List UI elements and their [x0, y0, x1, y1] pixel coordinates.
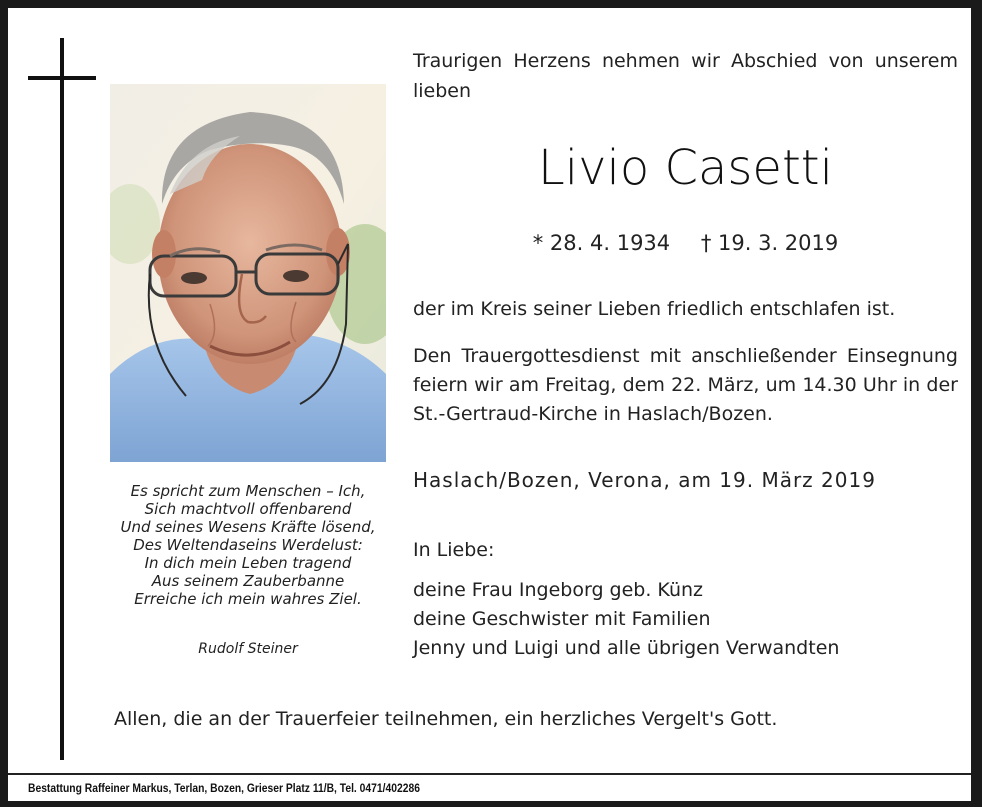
funeral-home-info: Bestattung Raffeiner Markus, Terlan, Bozen, Grieser Platz 11/B, Tel. 0471/402286 — [28, 781, 420, 795]
family-member: deine Frau Ingeborg geb. Künz — [413, 579, 704, 601]
family-member: deine Geschwister mit Familien — [413, 608, 711, 630]
service-text: Den Trauergottesdienst mit anschließender Einsegnung feiern wir am Freitag, dem 22. März, um 14.30 Uhr in der St.-Gertraud-Kirche in Haslach/Bozen. — [413, 345, 958, 425]
footer-bar — [8, 773, 971, 801]
thanks-text: Allen, die an der Trauerfeier teilnehmen, ein herzliches Vergelt's Gott. — [114, 708, 778, 730]
poem-line: Aus seinem Zauberbanne — [151, 572, 345, 590]
peaceful-text: der im Kreis seiner Lieben friedlich entschlafen ist. — [413, 298, 896, 320]
obituary-notice — [8, 8, 971, 773]
poem-line: In dich mein Leben tragend — [144, 554, 352, 572]
birth-date: * 28. 4. 1934 — [532, 231, 671, 255]
family-member: Jenny und Luigi und alle übrigen Verwandten — [413, 637, 840, 659]
death-date: † 19. 3. 2019 — [700, 231, 839, 255]
poem-line: Es spricht zum Menschen – Ich, — [130, 482, 366, 500]
deceased-name: Livio Casetti — [538, 140, 833, 196]
place-date: Haslach/Bozen, Verona, am 19. März 2019 — [413, 468, 876, 492]
family-list — [413, 576, 839, 663]
cross-vertical-bar — [60, 38, 64, 760]
intro-text: Traurigen Herzens nehmen wir Abschied von unserem lieben — [413, 50, 958, 102]
poem — [98, 482, 398, 608]
poem-line: Des Weltendaseins Werdelust: — [133, 536, 363, 554]
poem-line: Erreiche ich mein wahres Ziel. — [134, 590, 362, 608]
poem-line: Und seines Wesens Kräfte lösend, — [120, 518, 376, 536]
in-love-label: In Liebe: — [413, 539, 495, 561]
poem-author: Rudolf Steiner — [198, 641, 298, 657]
portrait-photo — [110, 84, 386, 462]
cross-horizontal-bar — [28, 76, 96, 80]
life-dates — [413, 228, 958, 258]
poem-line: Sich machtvoll offenbarend — [144, 500, 352, 518]
